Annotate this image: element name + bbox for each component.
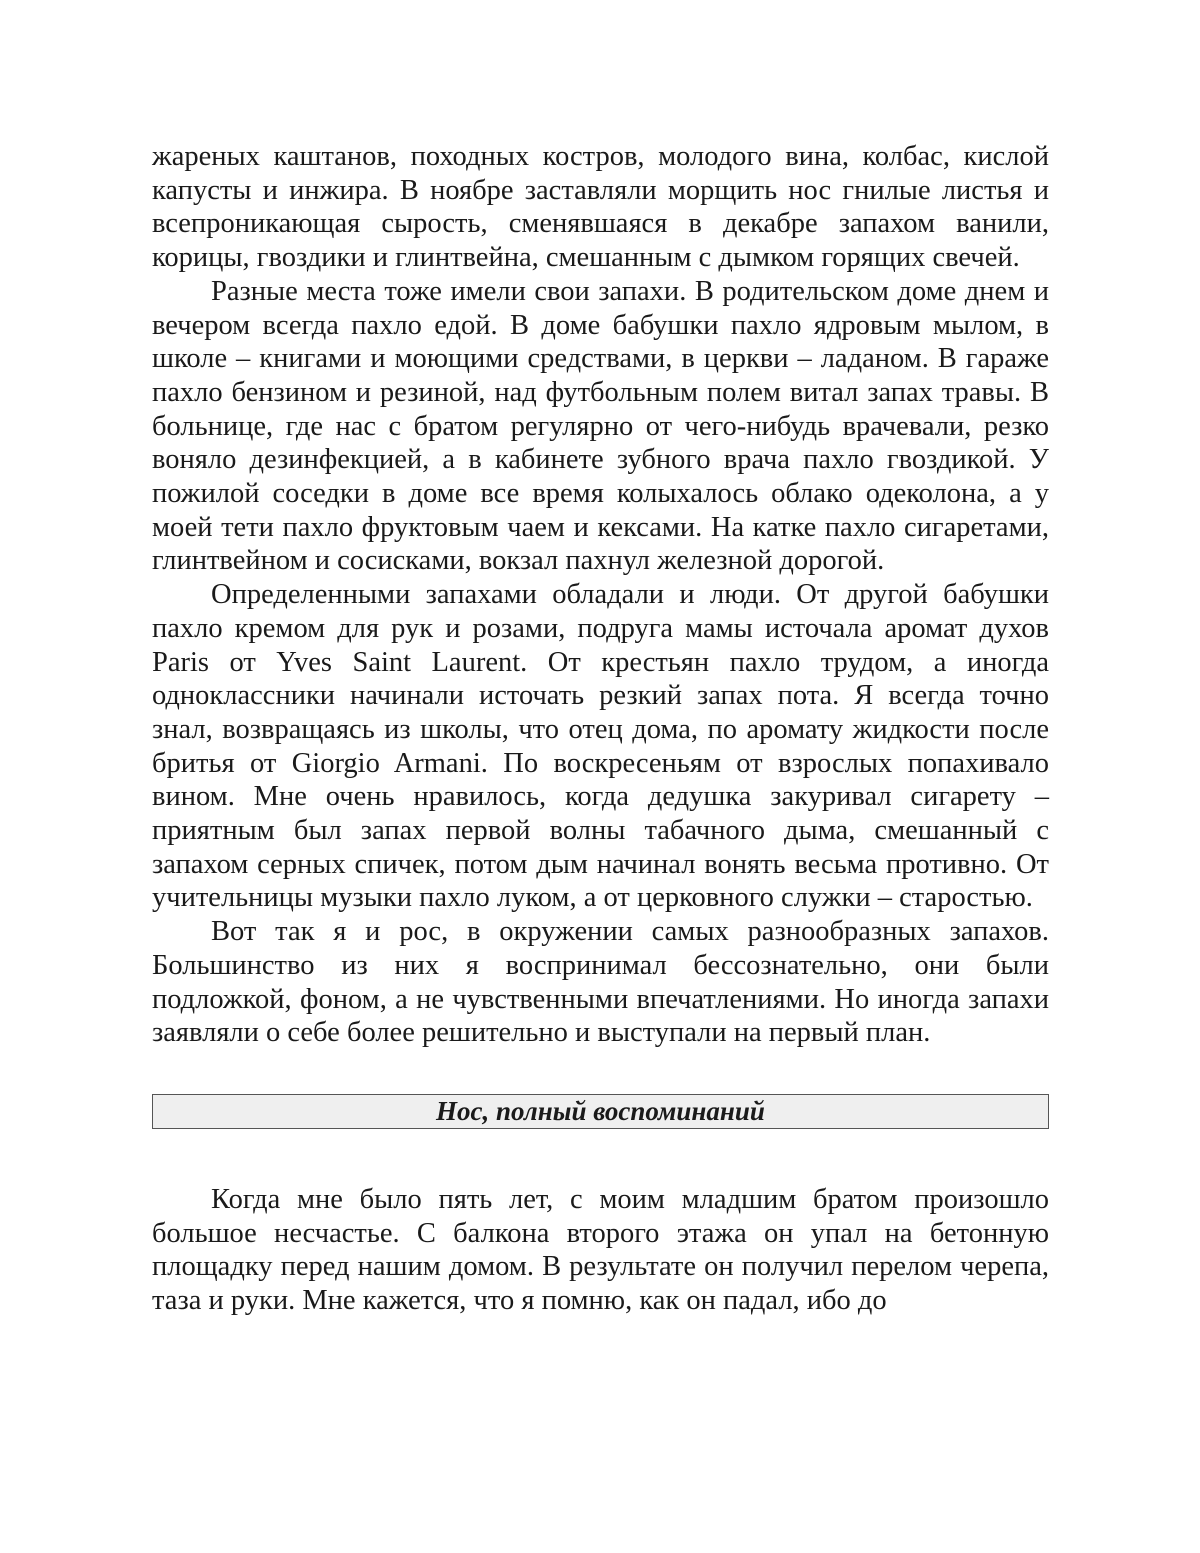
paragraph-people: Определенными запахами обладали и люди. От другой бабушки пахло кремом для рук и розами, подруга мамы источала аромат духов Paris от Yves Saint Laurent. От крестьян пахло трудом, а иногда одноклассники начинали источать резкий запах пота. Я всегда точно знал, возвращаясь из школы, что отец дома, по аромату жидкости после бритья от Giorgio Armani. По воскресеньям от взрослых попахивало вином. Мне очень нравилось, когда дедушка закуривал сигарету – приятным был запах первой волны табачного дыма, смешанный с запахом серных спичек, потом дым начинал вонять весьма противно. От учительницы музыки пахло луком, а от церковного служки – старостью. xyxy=(152,579,1049,914)
paragraph-growing-up: Вот так я и рос, в окружении самых разнообразных запахов. Большинство из них я воспринимал бессознательно, они были подложкой, фоном, а не чувственными впечатлениями. Но иногда запахи заявляли о себе более решительно и выступали на первый план. xyxy=(152,916,1049,1049)
section-heading-text: Нос, полный воспоминаний xyxy=(436,1095,765,1126)
section-heading xyxy=(152,1094,1049,1129)
document-page xyxy=(152,140,1049,1318)
paragraph-accident: Когда мне было пять лет, с моим младшим братом произошло большое несчастье. С балкона второго этажа он упал на бетонную площадку перед нашим домом. В результате он получил перелом черепа, таза и руки. Мне кажется, что я помню, как он падал, ибо до xyxy=(152,1183,1049,1317)
paragraph-continued: жареных каштанов, походных костров, молодого вина, колбас, кислой капусты и инжира. В ноябре заставляли морщить нос гнилые листья и всепроникающая сырость, сменявшаяся в декабре запахом ванили, корицы, гвоздики и глинтвейна, смешанным с дымком горящих свечей. xyxy=(152,141,1049,274)
paragraph-places: Разные места тоже имели свои запахи. В родительском доме днем и вечером всегда пахло едой. В доме бабушки пахло ядровым мылом, в школе – книгами и моющими средствами, в церкви – ладаном. В гараже пахло бензином и резиной, над футбольным полем витал запах травы. В больнице, где нас с братом регулярно от чего-нибудь врачевали, резко воняло дезинфекцией, а в кабинете зубного врача пахло гвоздикой. У пожилой соседки в доме все время колыхалось облако одеколона, а у моей тети пахло фруктовым чаем и кексами. На катке пахло сигаретами, глинтвейном и сосисками, вокзал пахнул железной дорогой. xyxy=(152,275,1049,577)
